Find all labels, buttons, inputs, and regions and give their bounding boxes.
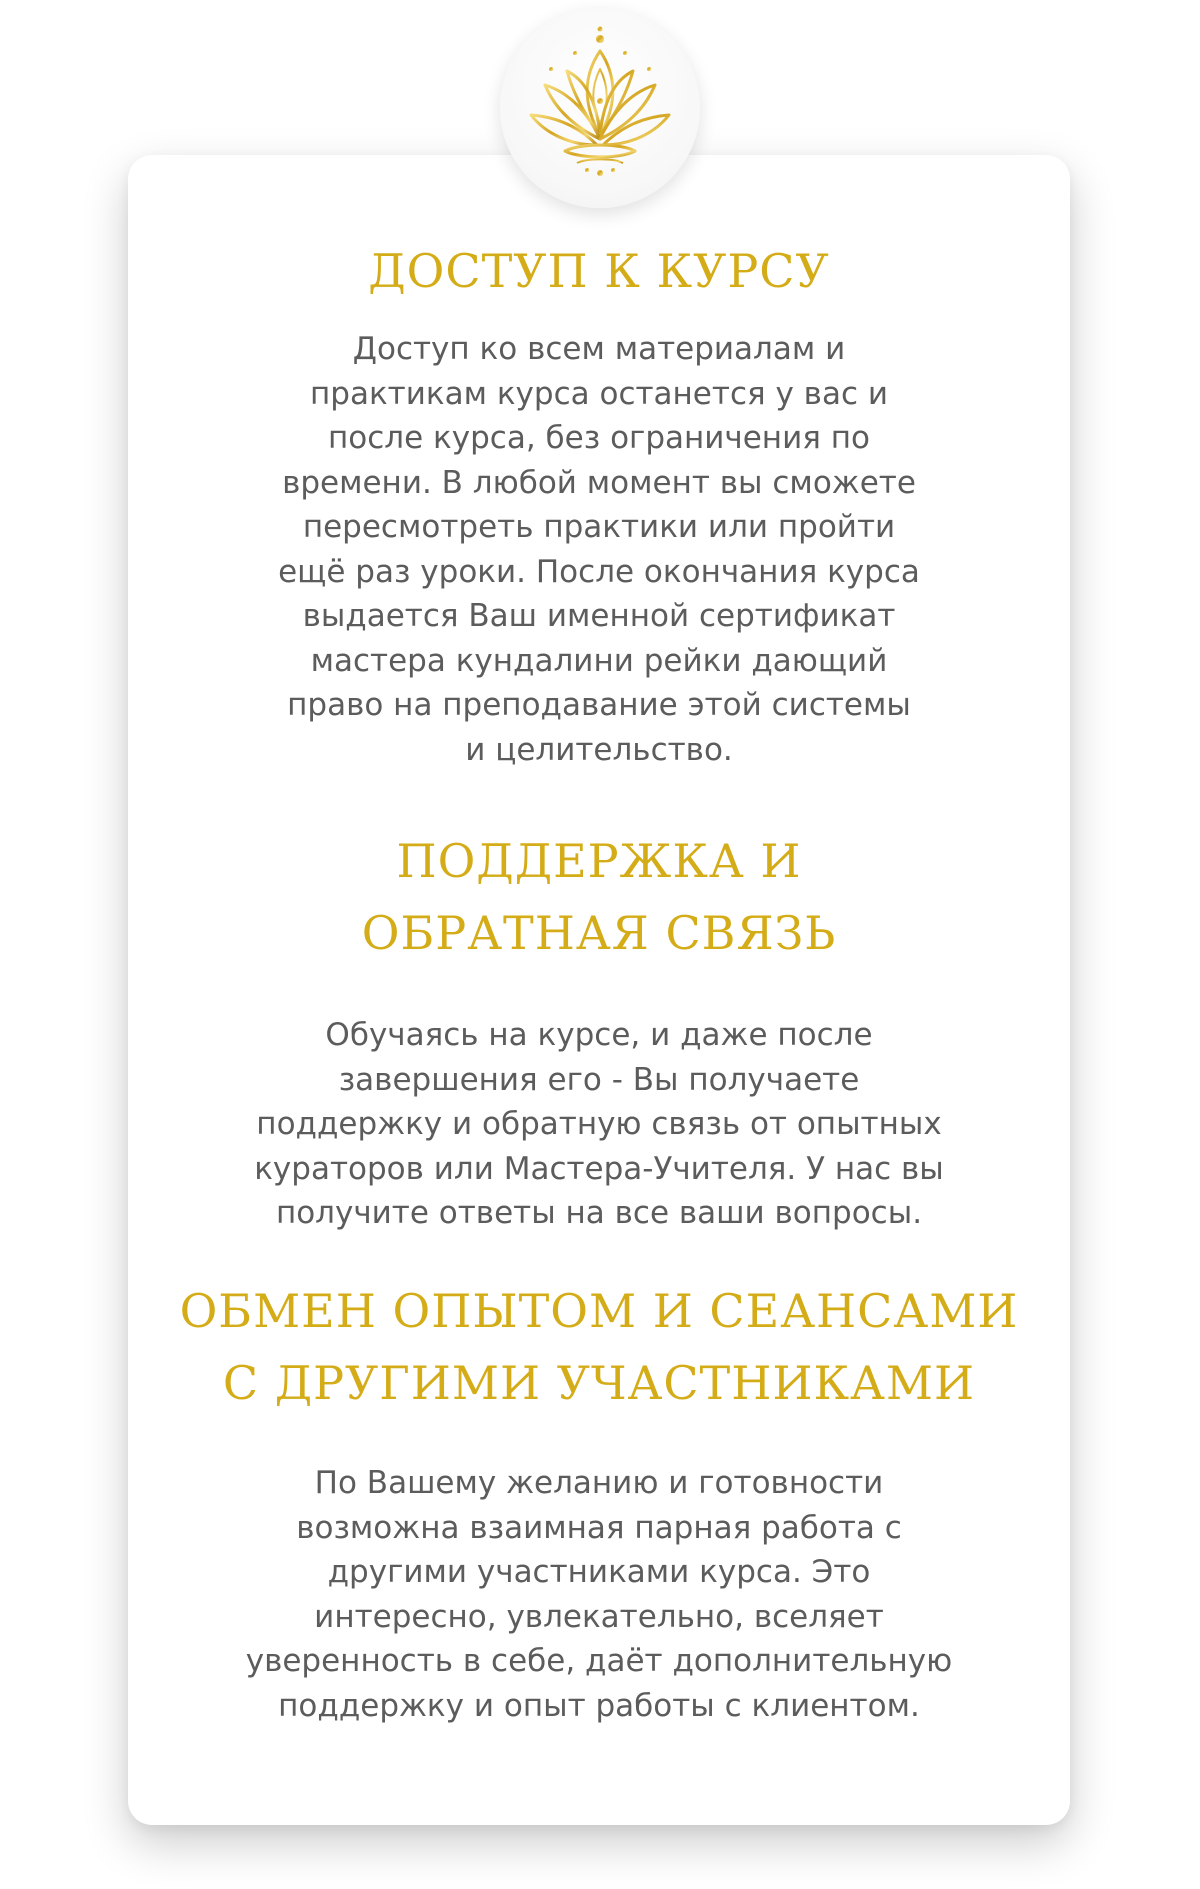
section-title: ДОСТУП К КУРСУ [368,244,830,298]
section-description: Обучаясь на курсе, и даже после завершения его - Вы получаете поддержку и обратную связь от опытных кураторов или Мастера-Учителя. У нас вы получите ответы на все ваши вопросы. [254,1017,944,1231]
section-description: По Вашему желанию и готовности возможна взаимная парная работа с другими участниками курса. Это интересно, увлекательно, вселяет уверенность в себе, даёт дополнительную поддержку и опыт работы с клиентом. [245,1465,953,1724]
section-course-access [128,235,1070,772]
logo-badge [500,8,700,208]
section-title: ОБМЕН ОПЫТОМ И СЕАНСАМИ С ДРУГИМИ УЧАСТНИКАМИ [179,1284,1019,1410]
golden-lotus-icon [515,23,685,193]
section-support-feedback [128,825,1070,1236]
section-experience-exchange [128,1275,1070,1728]
section-description: Доступ ко всем материалам и практикам курса останется у вас и после курса, без ограничения по времени. В любой момент вы сможете пересмотреть практики или пройти ещё раз уроки. После окончания курса выдается Ваш именной сертификат мастера кундалини рейки дающий право на преподавание этой системы и целительство. [278,331,920,768]
section-title: ПОДДЕРЖКА И ОБРАТНАЯ СВЯЗЬ [361,834,837,960]
